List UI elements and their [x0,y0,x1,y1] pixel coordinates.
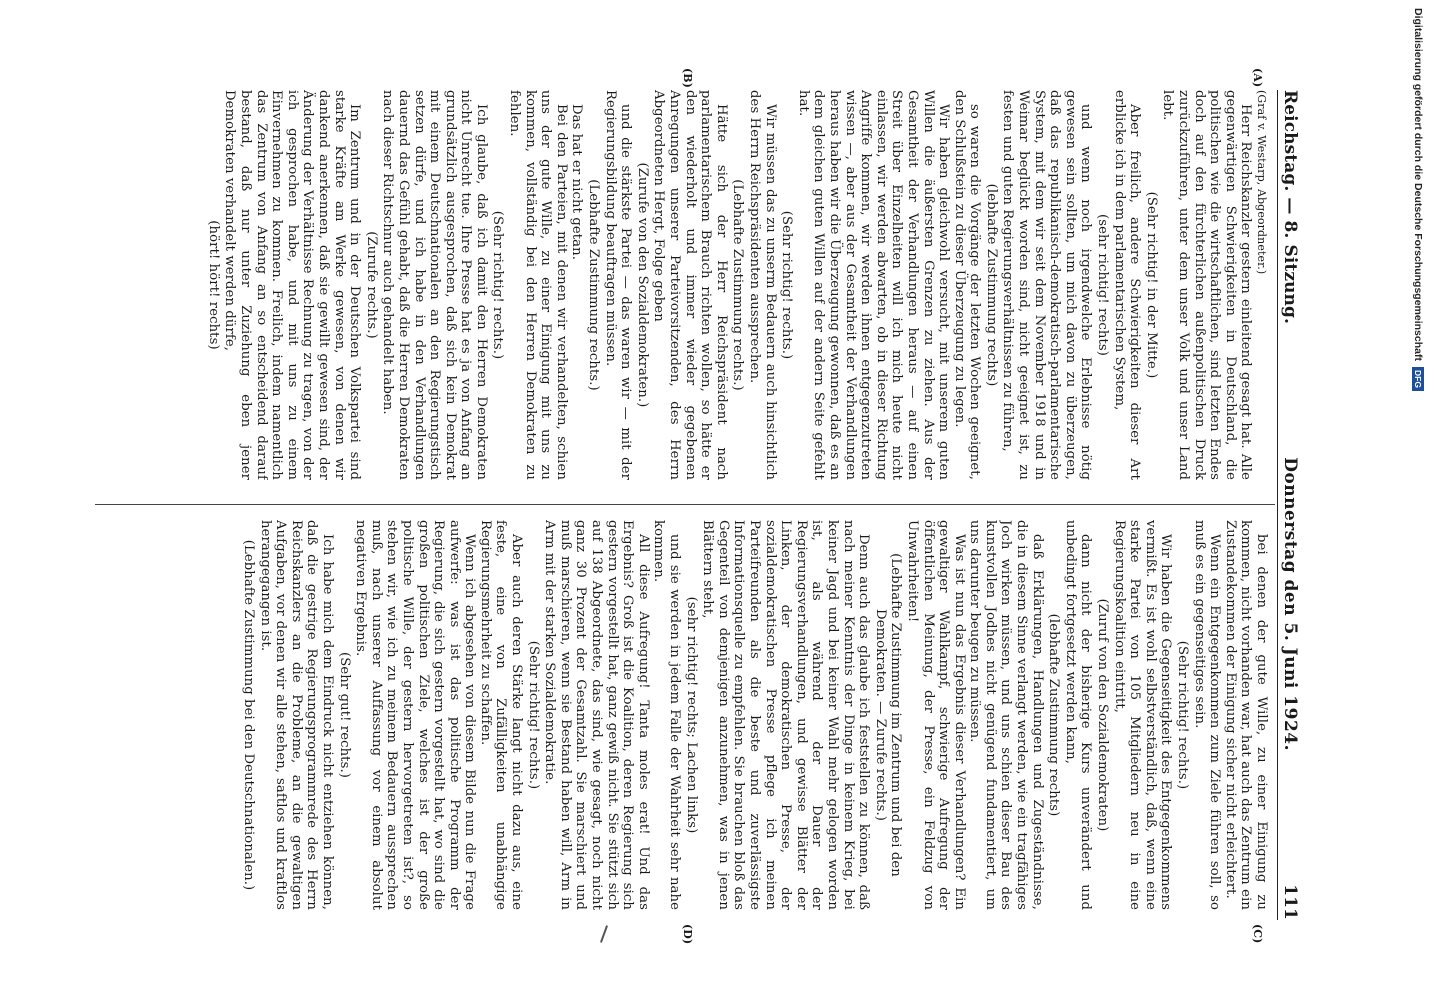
page-header [1277,90,1305,920]
paragraph: Das hat er nicht getan. [569,104,585,261]
header-center: Donnerstag den 5. Juni 1924. [1279,457,1300,752]
paragraph: Bei den Parteien, mit denen wir verhandelten, schien uns der gute Wille, zu einer Einigung mit uns zu kommen, vollständig bei den Herren Demokraten zu fehlen. [507,90,569,480]
interjection: (sehr richtig! rechts; Lachen links) [683,596,699,834]
paragraph: Wir müssen das zu unserm Bedauern auch hinsichtlich des Herrn Reichspräsidenten aussprechen. [747,90,778,480]
header-left: Reichstag. — 8. Sitzung. [1279,90,1300,325]
paragraph: Wir haben die Gegenseitigkeit des Entgegenkommens vermißt. Es ist wohl selbstverständlich, daß, wenn eine starke Partei von 105 Mitgliedern neu in eine Regierungskoalition eintritt, [1111,520,1174,910]
paragraph: Hätte sich der Herr Reichspräsident nach parlamentarischem Brauch richten wollen, so hätte er den wiederholt und immer wieder gegebenen Anregungen unserer Parteivorsitzenden, des Herrn Abgeordneten Hergt, Folge geben [651,90,729,480]
paragraph: All diese Aufregung! Tanta moles erat! Und das Ergebnis? Groß ist die Koalition, deren Regierung sich gestern vorgestellt hat, ganz gewiß nicht. Sie stützt sich auf 138 Abgeordnete, das sind, wie gesagt, noch nicht ganz 30 Prozent der Gesamtzahl. Sie marschiert und muß marschieren, wenn sie Bestand haben will, Arm in Arm mit der starken Sozialdemokratie. [542,520,651,910]
paragraph: Aber auch deren Stärke langt nicht dazu aus, eine feste, eine von Zufälligkeiten unabhängige Regierungsmehrheit zu schaffen. [477,520,525,910]
paragraph: daß Erklärungen, Handlungen und Zugeständnisse, die in diesem Sinne verlangt werden, wie ein tragfähiges Joch wirken müssen, und uns schien dieser Bau des kunstvollen Jodhes nicht genügend fundamentiert, um uns darunter beugen zu müssen. [967,520,1045,910]
interjection: (sehr richtig! rechts) [1095,214,1111,356]
interjection: (Lebhafte Zustimmung rechts.) [586,179,602,391]
interjection: (Sehr gut! rechts.) [336,652,352,778]
paragraph: Wenn ich abgesehen von diesem Bilde nun die Frage aufwerfe: was ist das politische Programm der Regierung, die sich gestern vorgestellt hat, wo sind die großen politischen Ziele, welches ist der große politische Wille, der gestern hervorgetreten ist?, so stehen wir, wie ich zu meinem Bedauern aussprechen muß, nach unserer Auffassung vor einem absolut negativen Ergebnis. [353,520,478,910]
paragraph: Ich habe mich dem Eindruck nicht entziehen können, daß die gestrige Regierungsprogrammrede des Herrn Reichskanzlers an die Probleme, an die gewaltigen Aufgaben, vor denen wir alle stehen, saftlos und kraftlos herangegangen ist. [257,520,335,910]
left-column [89,90,1269,480]
interjection: (Lebhafte Zustimmung im Zentrum und bei den Demokraten. — Zurufe rechts.) [872,553,904,877]
margin-marker-d: (D) [681,924,694,945]
paragraph: Ich glaube, daß ich damit den Herren Demokraten nicht Unrecht tue. Ihre Presse hat es ja von Anfang an grundsätzlich ausgesprochen, daß sich kein Demokrat mit einem Deutschnationalen an den Regierungstisch setzen dürfe, und ich habe in den Verhandlungen dauernd das Gefühl gehabt, daß die Herren Demokraten nach dieser Richtschnur auch gehandelt haben. [380,90,489,480]
margin-marker-a: (A) [1251,68,1264,88]
interjection: (Zuruf von den Sozialdemokraten) [1095,598,1111,832]
digitization-credit [1410,8,1430,993]
paragraph: Wir haben gleichwohl versucht, mit unserem guten Willen die äußersten Grenzen zu ziehen. Aus der Gesamtheit der Verhandlungen heraus — auf einen Streit über Einzelheiten will ich mich heute nicht einlassen, wir werden abwarten, ob in dieser Richtung Angriffe kommen, wir werden ihnen entgegenzutreten wissen —, aber aus der Gesamtheit der Verhandlungen heraus haben wir die Überzeugung gewonnen, daß es an dem gleichen guten Willen auf der andern Seite gefehlt hat. [795,90,952,480]
margin-marker-b: (B) [681,68,694,89]
paragraph: (Graf v. Westarp, Abgeordneter.) [1255,90,1268,275]
rotated-document-page [80,68,1305,945]
interjection: (Sehr richtig! rechts.) [525,640,541,790]
paragraph: Aber freilich, andere Schwierigkeiten dieser Art erblicke ich in dem parlamentarischen System, [1111,90,1143,480]
interjection: (hört! hört! rechts) [205,220,221,350]
paragraph: so waren die Vorgänge der letzten Wochen geeignet, den Schlußstein zu dieser Überzeugung zu legen. [951,90,983,480]
paragraph: Im Zentrum und in der Deutschen Volkspartei sind starke Kräfte am Werke gewesen, von denen wir dankend anerkennen, daß sie gewillt gewesen sind, der Änderung der Verhältnisse Rechnung zu tragen, von der ich gesprochen habe, und mit uns zu einem Einvernehmen zu kommen. Freilich, indem namentlich das Zentrum von Anfang an so entscheidend darauf bestand, daß nur unter Zuziehung eben jener Demokraten verhandelt werden dürfe, [222,90,363,480]
paragraph: und die stärkste Partei — das waren wir — mit der Regierungsbildung beauftragen müssen. [602,90,634,480]
interjection: (Lebhafte Zustimmung rechts.) [730,179,746,391]
interjection: (Sehr richtig! rechts.) [490,210,506,360]
paragraph: Wenn ein Entgegenkommen zum Ziele führen soll, so muß es ein gegenseitiges sein. [1191,520,1223,910]
interjection: (Sehr richtig! rechts.) [1175,640,1191,790]
interjection: (lebhafte Zustimmung rechts) [1046,613,1062,817]
dfg-logo: DFG [1412,367,1424,391]
credit-text: Digitalisierung gefördert durch die Deutsche Forschungsgemeinschaft [1412,8,1424,361]
paragraph: und wenn noch irgendwelche Erlebnisse nötig gewesen sein sollten, um mich davon zu überzeugen, daß das republikanisch-demokratisch-parlamentarische System, mit dem wir seit dem November 1918 und in Weimar beglückt worden sind, nicht geeignet ist, zu festen und guten Regierungsverhältnissen zu führen, [1000,90,1094,480]
paragraph: Herr Reichskanzler gestern einleitend gesagt hat. Alle gegenwärtigen Schwierigkeiten in Deutschland, die politischen wie die wirtschaftlichen, sind letzten Endes doch auf den fürchterlichen außenpolitischen Druck zurückzuführen, unter dem unser Volk und unser Land lebt. [1160,90,1254,480]
paragraph: Denn auch das glaube ich feststellen zu können, daß nach meiner Kenntnis der Dinge in keinem Krieg, bei keiner Jagd und bei keiner Wahl mehr gelogen worden ist, als während der Dauer der Regierungsverhandlungen, und gewisse Blätter der Linken, der demokratischen Presse, der sozialdemokratischen Presse pflege ich meinen Parteifreunden als die beste und zuverlässigste Informationsquelle zu empfehlen. Sie brauchen bloß das Gegenteil von demjenigen anzunehmen, was in jenen Blättern steht, [700,520,872,910]
column-divider [95,504,1275,505]
right-column [89,520,1269,910]
interjection: (Sehr richtig! in der Mitte.) [1143,191,1159,379]
interjection: (Zurufe rechts.) [363,231,379,339]
scan-mark [600,925,608,943]
margin-marker-c: (C) [1251,924,1264,944]
paragraph: dann nicht der bisherige Kurs unverändert und unbedingt fortgesetzt werden kann, [1062,520,1094,910]
interjection: (Lebhafte Zustimmung bei den Deutschnationalen.) [241,539,256,891]
paragraph: und sie werden in jedem Falle der Wahrheit sehr nahe kommen. [651,520,683,910]
paragraph: bei denen der gute Wille, zu einer Einigung zu kommen, nicht vorhanden war, hat auch das Zentrum ein Zustandekommen der Einigung sicher nicht erleichtert. [1222,520,1269,910]
interjection: (lebhafte Zustimmung rechts) [983,183,999,387]
interjection: (Zurufe von den Sozialdemokraten.) [634,162,650,408]
page-number: 111 [1279,884,1300,920]
paragraph: Was ist nun das Ergebnis dieser Verhandlungen? Ein gewaltiger Wahlkampf, schwierige Aufregung der öffentlichen Meinung, der Presse, ein Feldzug von Unwahrheiten! [904,520,967,910]
interjection: (Sehr richtig! rechts.) [779,210,795,360]
